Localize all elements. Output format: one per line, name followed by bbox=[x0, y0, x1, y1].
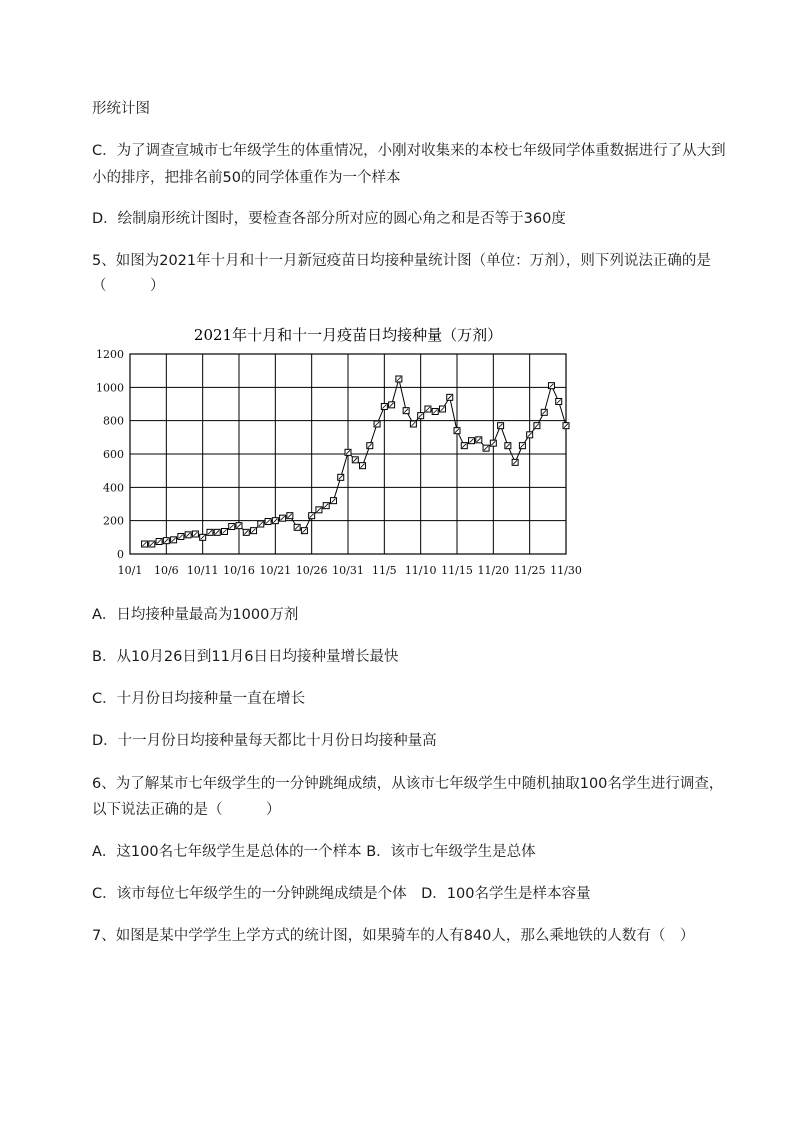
option-c: C．十月份日均接种量一直在增长 bbox=[92, 691, 306, 707]
question-6: 6、为了解某市七年级学生的一分钟跳绳成绩，从该市七年级学生中随机抽取100名学生进行调查， bbox=[92, 776, 724, 792]
x-tick-label: 11/25 bbox=[513, 564, 546, 577]
y-tick-label: 1200 bbox=[96, 348, 124, 361]
x-tick-label: 10/26 bbox=[295, 564, 328, 577]
question-5: 5、如图为2021年十月和十一月新冠疫苗日均接种量统计图（单位：万剂），则下列说法正确的是 bbox=[92, 253, 711, 269]
x-tick-label: 10/6 bbox=[153, 564, 179, 577]
x-tick-label: 10/11 bbox=[186, 564, 219, 577]
x-tick-label: 10/21 bbox=[259, 564, 292, 577]
chart-title: 2021年十月和十一月疫苗日均接种量（万剂） bbox=[193, 326, 503, 344]
option-text: 形统计图 bbox=[92, 101, 150, 117]
y-tick-label: 800 bbox=[103, 414, 124, 428]
x-tick-label: 11/10 bbox=[404, 564, 437, 577]
x-tick-label: 11/20 bbox=[477, 564, 510, 577]
y-tick-label: 0 bbox=[117, 548, 124, 561]
x-tick-label: 10/1 bbox=[117, 564, 143, 577]
y-tick-label: 200 bbox=[103, 514, 124, 528]
y-tick-label: 400 bbox=[103, 481, 124, 495]
answer-blank: （ ） bbox=[92, 278, 165, 294]
x-tick-label: 11/30 bbox=[550, 564, 582, 577]
options-ab: A．这100名七年级学生是总体的一个样本 B．该市七年级学生是总体 bbox=[92, 844, 536, 860]
y-tick-label: 600 bbox=[103, 448, 124, 461]
x-tick-label: 10/31 bbox=[332, 564, 364, 577]
x-tick-label: 11/15 bbox=[441, 564, 473, 577]
option-d: D．十一月份日均接种量每天都比十月份日均接种量高 bbox=[92, 733, 437, 749]
option-d: D．绘制扇形统计图时，要检查各部分所对应的圆心角之和是否等于360度 bbox=[92, 211, 566, 227]
option-c-cont: 小的排序，把排名前50的同学体重作为一个样本 bbox=[92, 170, 401, 186]
x-tick-label: 11/5 bbox=[371, 564, 397, 577]
x-tick-label: 10/16 bbox=[223, 564, 255, 577]
option-c: C．为了调查宣城市七年级学生的体重情况，小刚对收集来的本校七年级同学体重数据进行了从大到 bbox=[92, 143, 726, 159]
question-6-cont: 以下说法正确的是（ ） bbox=[92, 802, 281, 818]
options-cd: C．该市每位七年级学生的一分钟跳绳成绩是个体 D．100名学生是样本容量 bbox=[92, 886, 591, 902]
chart-svg bbox=[92, 318, 602, 588]
y-tick-label: 1000 bbox=[96, 381, 124, 395]
vaccine-line-chart bbox=[92, 318, 602, 588]
option-a: A．日均接种量最高为1000万剂 bbox=[92, 607, 299, 623]
option-b: B．从10月26日到11月6日日均接种量增长最快 bbox=[92, 649, 399, 665]
question-7: 7、如图是某中学学生上学方式的统计图，如果骑车的人有840人，那么乘地铁的人数有（ ） bbox=[92, 928, 695, 944]
